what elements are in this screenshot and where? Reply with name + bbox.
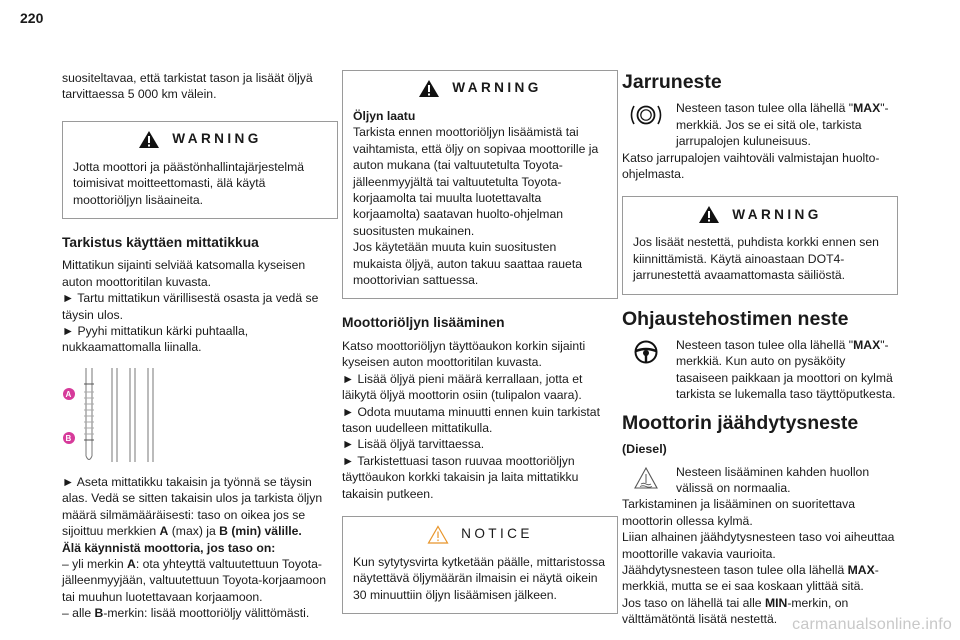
warning-triangle-icon (138, 130, 160, 149)
dipstick-step-3 (62, 474, 338, 540)
cool5-text-1: Jos taso on lähellä tai alle (622, 595, 765, 610)
steer-text-1: Nesteen tason tulee olla lähellä " (676, 338, 854, 353)
notice-box (342, 516, 618, 614)
warning-box-brake (622, 196, 898, 294)
cool-max-mark: MAX (847, 562, 875, 577)
cool5-text-2: -merkin, on välttämätöntä lisätä nestettä. (622, 595, 849, 627)
dash2-mark: B (94, 606, 104, 621)
warning-header (633, 205, 887, 224)
warning-text: Jos lisäät nestettä, puhdista korkki ennen sen kiinnittämistä. Käytä ainoastaan DOT4-jarrunestettä avaamattomasta säiliöstä. (633, 235, 879, 283)
dipstick-step-2: ► Pyyhi mittatikun kärki puhtaalla, nukkaamattomalla liinalla. (62, 324, 249, 355)
oil-quality-title: Öljyn laatu (353, 109, 416, 123)
cool4-text-2: -merkkiä, mutta se ei saa koskaan ylittää sitä. (622, 562, 879, 594)
warning-header (73, 130, 327, 149)
section-heading-oil-adding: Moottoriöljyn lisääminen (342, 315, 505, 331)
column-2 (342, 68, 618, 630)
dash-item-over-a (62, 556, 338, 605)
warning-text: Tarkista ennen moottoriöljyn lisäämistä tai vaihtamista, että öljy on sopivaa moottorille ja auton mukana (tai valtuutetulta Toyota-jälleenmyyjältä tai valtuutetulta Toyota-korjaamolta tai muulta luotettavalta korjaamolta) saatavan huolto-ohjelman suositusten mukainen. (353, 125, 599, 238)
notice-title: NOTICE (461, 526, 533, 542)
do-not-start-warning (62, 540, 338, 556)
step3-text-2: (max) ja (168, 524, 220, 539)
dipstick-step-1: ► Tartu mittatikun värillisestä osasta ja vedä se täysin ulos. (62, 291, 319, 322)
brake-warning-icon (622, 102, 670, 128)
coolant-text-1: Nesteen lisääminen kahden huollon välissä on normaalia. (676, 464, 870, 495)
brake-fluid-text (676, 100, 898, 149)
warning-subtitle (353, 108, 607, 124)
brake-max-mark: MAX (853, 101, 881, 116)
coolant-subheading: (Diesel) (622, 442, 667, 457)
brake-text-1: Nesteen tason tulee olla lähellä " (676, 101, 854, 116)
figure-label-a: A (65, 389, 72, 399)
coolant-heading: Moottorin jäähdytysneste (622, 411, 859, 434)
bold-warning-line: Älä käynnistä moottoria, jos taso on: (62, 540, 276, 555)
section-heading-dipstick: Tarkistus käyttäen mittatikkua (62, 235, 259, 251)
oil-step-2: ► Odota muutama minuutti ennen kuin tarkistat tason uudelleen mittatikulla. (342, 404, 600, 435)
brake-fluid-text-2: Katso jarrupalojen vaihtoväli valmistajan huolto-ohjelmasta. (622, 150, 880, 182)
steer-max-mark: MAX (853, 338, 881, 353)
cool4-text-1: Jäähdytysnesteen tason tulee olla lähellä (622, 562, 848, 577)
warning-triangle-icon (698, 205, 720, 224)
steer-text-2: "-merkkiä. Kun auto on pysäköity tasaiseen paikkaan ja moottori on kylmä tarkista se lukemalla taso täyttöputkesta. (676, 338, 896, 402)
brake-fluid-heading: Jarruneste (622, 71, 722, 93)
warning-text: Jotta moottori ja päästönhallintajärjestelmä toimisivat moitteettomasti, älä käytä moottoriöljyn lisäaineita. (73, 159, 305, 207)
steering-fluid-text (676, 337, 898, 403)
coolant-row (622, 464, 898, 497)
coolant-text-2: Tarkistaminen ja lisääminen on suoritettava moottorin ollessa kylmä. (622, 497, 856, 528)
coolant-text-3: Liian alhainen jäähdytysnesteen taso voi aiheuttaa moottorille vakavia vaurioita. (622, 530, 895, 561)
oil-step-3: ► Lisää öljyä tarvittaessa. (342, 437, 485, 452)
dash1-text-1: – yli merkin (62, 556, 128, 571)
warning-triangle-icon (418, 79, 440, 98)
notice-text: Kun sytytysvirta kytketään päälle, mittaristossa näytettävä öljymäärän ilmaisin ei näytä oikein 30 minuuttiin öljyn lisäämisen jälkeen. (353, 554, 605, 602)
dash2-text-1: – alle (62, 606, 95, 621)
cool-min-mark: MIN (764, 595, 788, 610)
warning-box-oil-quality (342, 70, 618, 299)
oil-step-1: ► Lisää öljyä pieni määrä kerrallaan, jotta et läikytä öljyä moottorin osiin (tulipalon vaara). (342, 371, 583, 403)
warning-title: WARNING (172, 131, 262, 147)
intro-text: suositeltavaa, että tarkistat tason ja lisäät öljyä tarvittaessa 5 000 km välein. (62, 71, 313, 102)
dipstick-figure (62, 366, 338, 466)
step3-text-1: ► Aseta mittatikku takaisin ja työnnä se täysin alas. Vedä se sitten takaisin ulos ja tarkista öljyn määrä silmämääräisesti: taso on oikea jos se sijoittuu merkkien (62, 474, 323, 539)
steering-fluid-row (622, 337, 898, 403)
notice-triangle-icon (427, 525, 449, 544)
coolant-warning-icon (622, 466, 670, 492)
power-steering-heading: Ohjaustehostimen neste (622, 307, 849, 330)
notice-header (353, 525, 607, 544)
coolant-text-4 (622, 562, 898, 595)
dash1-text-2: : ota yhteyttä valtuutettuun Toyota-jälleenmyyjään, valtuutettuun Toyota-korjaamoon tai muuhun luotettavaan korjaamoon. (62, 556, 326, 604)
brake-fluid-row (622, 100, 898, 149)
step3-mark-a: A (159, 524, 169, 539)
brake-text-2: "-merkkiä. Jos se ei sitä ole, tarkista jarrupalojen kuluneisuus. (676, 101, 889, 149)
steering-wheel-icon (622, 339, 670, 365)
oil-cap-location-text: Katso moottoriöljyn täyttöaukon korkin sijainti kyseisen auton moottoritilan kuvasta. (342, 338, 586, 370)
column-1 (62, 70, 338, 622)
warning-text-2: Jos käytetään muuta kuin suositusten mukaista öljyä, auton takuu saattaa raueta moottorivian sattuessa. (353, 240, 582, 288)
warning-title: WARNING (452, 80, 542, 96)
warning-title: WARNING (732, 206, 822, 222)
warning-box-1 (62, 121, 338, 219)
footer-watermark: carmanualsonline.info (792, 616, 952, 633)
oil-step-4: ► Tarkistettuasi tason ruuvaa moottoriöljyn täyttöaukon korkki takaisin ja laita mittatikku takaisin putkeen. (342, 453, 579, 501)
dash-item-under-b (62, 605, 338, 621)
dipstick-location-text: Mittatikun sijainti selviää katsomalla kyseisen auton moottoritilan kuvasta. (62, 258, 306, 289)
figure-label-b: B (65, 433, 72, 443)
dash2-text-2: -merkin: lisää moottoriöljy välittömästi. (103, 606, 310, 621)
warning-header (353, 79, 607, 98)
dash1-mark: A (127, 556, 136, 571)
step3-mark-b: B (min) välille. (219, 524, 302, 539)
dipstick-illustration (62, 366, 182, 466)
column-3 (622, 71, 898, 628)
page-number: 220 (20, 10, 44, 26)
